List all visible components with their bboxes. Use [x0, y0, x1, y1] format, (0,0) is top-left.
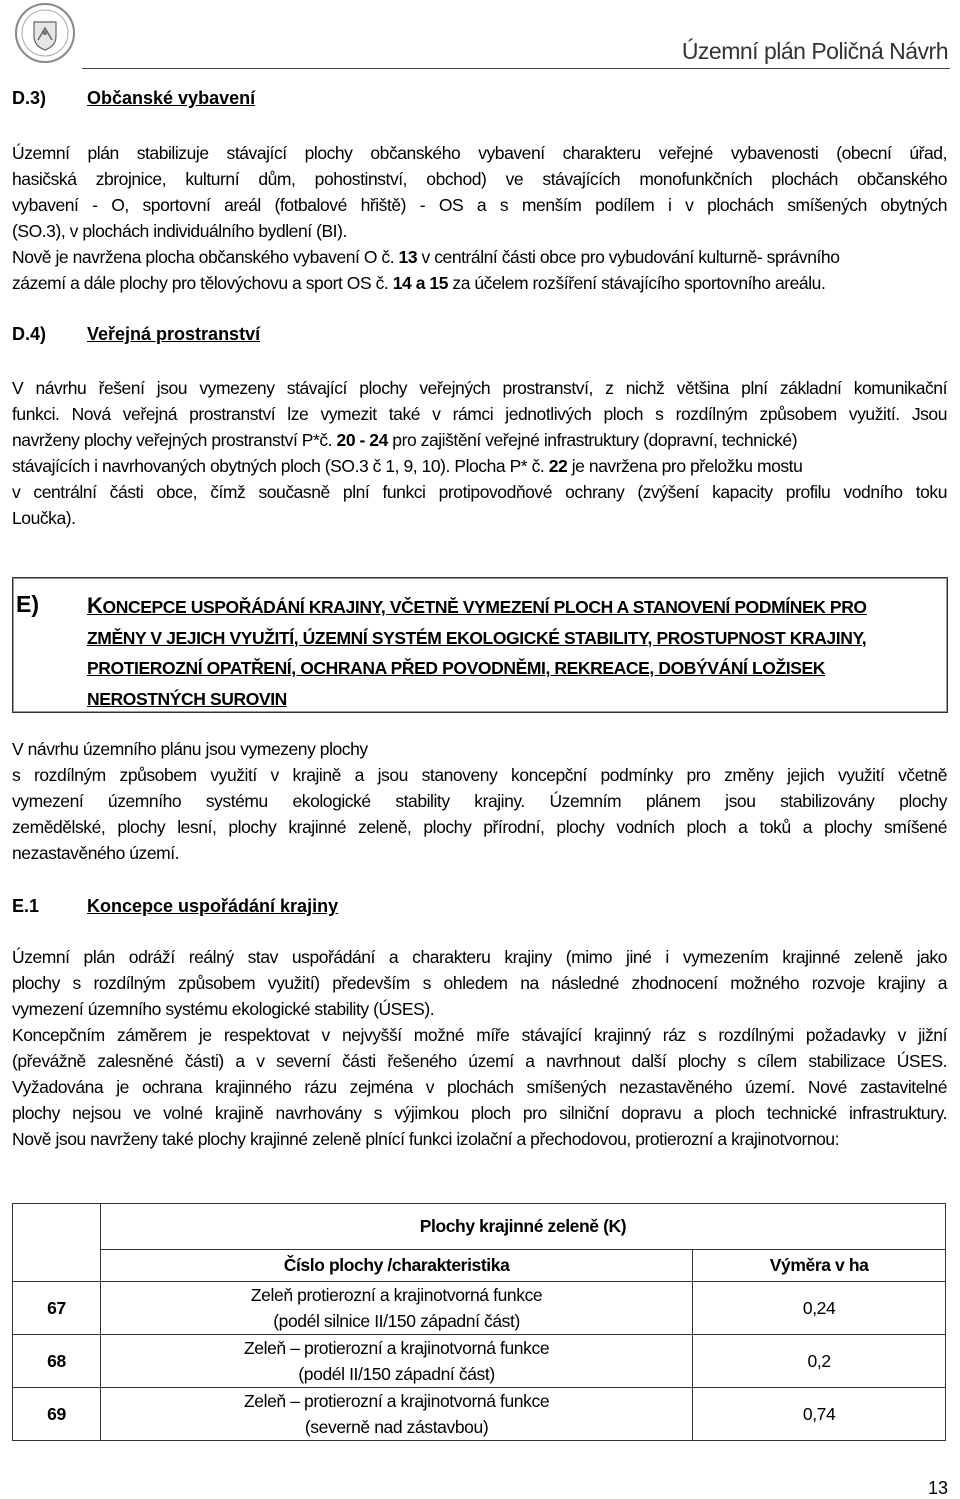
text-line: je navržena pro přeložku mostu — [571, 456, 803, 476]
section-number: D.3) — [12, 88, 47, 108]
text-line: v centrální části obce, čímž současně plní funkci protipovodňové ochrany (zvýšení kapacity profilu vodního toku — [12, 482, 947, 502]
text-line: (SO.3), v plochách individuálního bydlení (BI). — [12, 221, 347, 241]
section-title: Občanské vybavení — [87, 88, 256, 108]
text-line: Koncepčním záměrem je respektovat v nejvyšší možné míře stávající krajinný ráz s rozdílnými požadavky v jižní — [12, 1025, 947, 1045]
municipal-coat-of-arms-icon — [14, 2, 76, 64]
text-line: plochy nejsou ve volné krajině navrhovány s výjimkou ploch pro silniční dopravu a ploch technické infrastruktury. — [12, 1103, 947, 1123]
text-line: zemědělské, plochy lesní, plochy krajinné zeleně, plochy přírodní, plochy vodních ploch a toků a plochy smíšené — [12, 817, 947, 837]
section-e1-paragraph-2 — [12, 1022, 947, 1152]
text-line: V návrhu územního plánu jsou vymezeny plochy — [12, 739, 368, 759]
description-line: Zeleň – protierozní a krajinotvorná funkce — [243, 1338, 550, 1358]
area-value-cell: 0,2 — [693, 1335, 946, 1388]
text-line: Nově je navržena plocha občanského vybavení O č. — [12, 247, 395, 267]
description-line: Zeleň – protierozní a krajinotvorná funkce — [243, 1391, 550, 1411]
section-number: E.1 — [12, 896, 40, 916]
description-cell — [100, 1335, 692, 1388]
description-cell — [100, 1282, 692, 1335]
text-line: vymezení územního systému ekologické stability (ÚSES). — [12, 999, 435, 1019]
section-number: D.4) — [12, 324, 47, 344]
area-number-cell: 67 — [13, 1282, 101, 1335]
text-line: pro zajištění veřejné infrastruktury (dopravní, technické) — [392, 430, 798, 450]
text-line: hasičská zbrojnice, kulturní dům, pohostinství, obchod) ve stávajících monofunkčních plochách občanského — [12, 169, 947, 189]
text-line: Územní plán odráží reálný stav uspořádání a charakteru krajiny (mimo jiné i vymezením krajinné zeleně jako — [12, 947, 947, 967]
text-line: V návrhu řešení jsou vymezeny stávající plochy veřejných prostranství, z nichž většina plní základní komunikační — [12, 378, 947, 398]
table-title: Plochy krajinné zeleně (K) — [100, 1204, 945, 1250]
landscape-greenery-table — [12, 1203, 946, 1441]
section-d3-paragraph-1 — [12, 140, 947, 244]
column-header-description: Číslo plochy /charakteristika — [100, 1250, 692, 1282]
area-number: 13 — [398, 247, 418, 267]
document-title: Územní plán Poličná Návrh — [681, 38, 948, 64]
text-line: vymezení územního systému ekologické stability krajiny. Územním plánem jsou stabilizovány plochy — [12, 791, 947, 811]
area-value-cell: 0,24 — [693, 1282, 946, 1335]
heading-initial: K — [87, 593, 103, 618]
text-line: (převážně zalesněné části) a v severní části řešeného území a navrhnout další plochy s cílem stabilizace ÚSES. — [12, 1051, 947, 1071]
header-divider — [82, 68, 950, 69]
area-number: 20 - 24 — [336, 430, 388, 450]
table-row — [13, 1388, 946, 1441]
description-line: (podél silnice II/150 západní část) — [273, 1311, 520, 1331]
heading-line: ONCEPCE USPOŘÁDÁNÍ KRAJINY, VČETNĚ VYMEZENÍ PLOCH A STANOVENÍ PODMÍNEK PRO — [102, 597, 867, 617]
description-line: Zeleň protierozní a krajinotvorná funkce — [250, 1285, 543, 1305]
text-line: funkci. Nová veřejná prostranství lze vymezit také v rámci jednotlivých ploch s rozdílným způsobem využití. Jsou — [12, 404, 947, 424]
page-number: 13 — [927, 1478, 948, 1498]
text-line: stávajících i navrhovaných obytných ploch (SO.3 č 1, 9, 10). Plocha P* č. — [12, 456, 545, 476]
table-spacer-cell — [13, 1204, 101, 1250]
section-e1-paragraph-1 — [12, 944, 947, 1022]
text-line: navrženy plochy veřejných prostranství P*č. — [12, 430, 333, 450]
text-line: nezastavěného území. — [12, 843, 180, 863]
area-number: 14 a 15 — [392, 273, 448, 293]
section-e-paragraph — [12, 736, 947, 866]
description-cell — [100, 1388, 692, 1441]
area-number-cell: 68 — [13, 1335, 101, 1388]
section-title: Koncepce uspořádání krajiny — [87, 896, 339, 916]
section-d4-paragraph — [12, 375, 947, 531]
area-value-cell: 0,74 — [693, 1388, 946, 1441]
text-line: vybavení - O, sportovní areál (fotbalové hřiště) - OS a s menším podílem i v plochách smíšených obytných — [12, 195, 947, 215]
heading-line: NEROSTNÝCH SUROVIN — [87, 688, 287, 709]
chapter-e-heading — [87, 591, 944, 714]
table-row — [13, 1335, 946, 1388]
text-line: za účelem rozšíření stávajícího sportovního areálu. — [452, 273, 826, 293]
text-line: Územní plán stabilizuje stávající plochy občanského vybavení charakteru veřejné vybavenosti (obecní úřad, — [12, 143, 947, 163]
chapter-letter: E) — [16, 591, 39, 617]
section-title: Veřejná prostranství — [87, 324, 261, 344]
table-spacer-cell — [13, 1250, 101, 1282]
column-header-area: Výměra v ha — [693, 1250, 946, 1282]
text-line: Nově jsou navrženy také plochy krajinné zeleně plnící funkci izolační a přechodovou, protierozní a krajinotvornou: — [12, 1129, 840, 1149]
text-line: plochy s rozdílným způsobem využití) především s ohledem na následné zhodnocení možného rozvoje krajiny a — [12, 973, 947, 993]
heading-line: ZMĚNY V JEJICH VYUŽITÍ, ÚZEMNÍ SYSTÉM EKOLOGICKÉ STABILITY, PROSTUPNOST KRAJINY, — [87, 627, 867, 648]
area-number-cell: 69 — [13, 1388, 101, 1441]
text-line: s rozdílným způsobem využití v krajině a jsou stanoveny koncepční podmínky pro změny jejich využití včetně — [12, 765, 947, 785]
text-line: v centrální části obce pro vybudování kulturně- správního — [421, 247, 840, 267]
heading-line: PROTIEROZNÍ OPATŘENÍ, OCHRANA PŘED POVODNĚMI, REKREACE, DOBÝVÁNÍ LOŽISEK — [87, 658, 826, 678]
text-line: zázemí a dále plochy pro tělovýchovu a sport OS č. — [12, 273, 389, 293]
description-line: (severně nad zástavbou) — [304, 1417, 489, 1437]
text-line: Vyžadována je ochrana krajinného rázu zejména v plochách smíšených nezastavěného území. Nové zastavitelné — [12, 1077, 947, 1097]
area-number: 22 — [548, 456, 568, 476]
section-d3-paragraph-2 — [12, 244, 947, 296]
text-line: Loučka). — [12, 508, 76, 528]
table-row — [13, 1282, 946, 1335]
description-line: (podél II/150 západní část) — [298, 1364, 495, 1384]
